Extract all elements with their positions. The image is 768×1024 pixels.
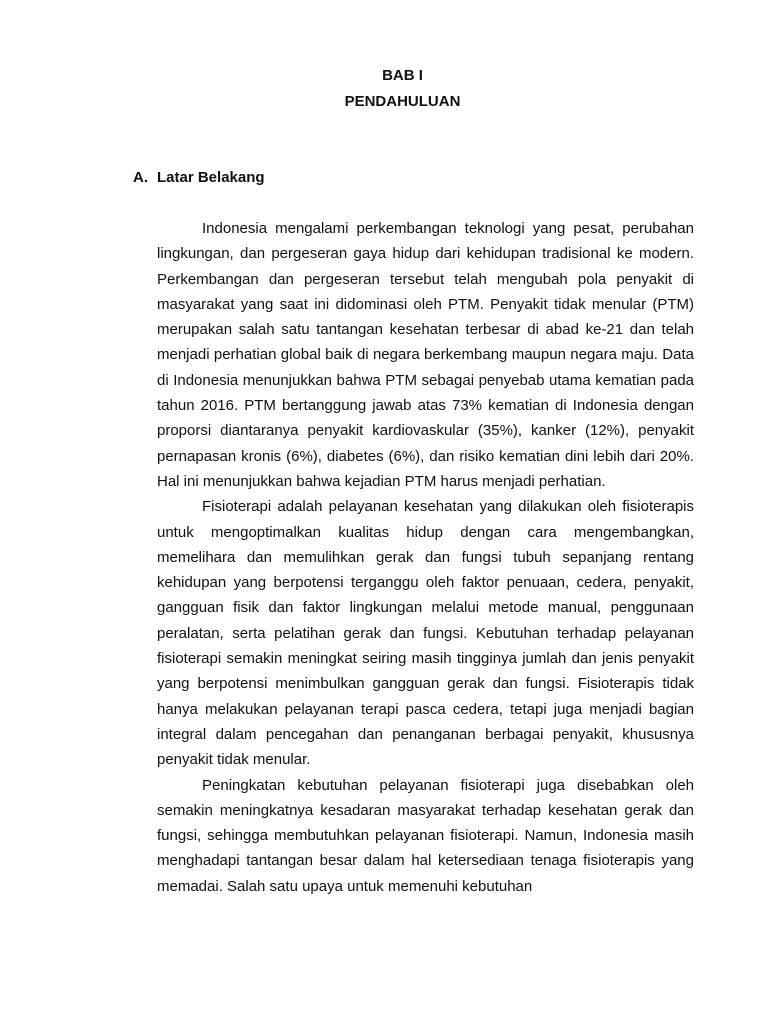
chapter-title: PENDAHULUAN xyxy=(344,93,461,110)
chapter-number: BAB I xyxy=(382,67,423,84)
paragraph: Indonesia mengalami perkembangan teknologi yang pesat, perubahan lingkungan, dan pergeseran gaya hidup dari kehidupan tradisional ke modern. Perkembangan dan pergeseran tersebut telah mengubah pola penyakit di masyarakat yang saat ini didominasi oleh PTM. Penyakit tidak menular (PTM) merupakan salah satu tantangan kesehatan terbesar di abad ke-21 dan telah menjadi perhatian global baik di negara berkembang maupun negara maju. Data di Indonesia menunjukkan bahwa PTM sebagai penyebab utama kematian pada tahun 2016. PTM bertanggung jawab atas 73% kematian di Indonesia dengan proporsi diantaranya penyakit kardiovaskular (35%), kanker (12%), penyakit pernapasan kronis (6%), diabetes (6%), dan risiko kematian dini lebih dari 20%. Hal ini menunjukkan bahwa kejadian PTM harus menjadi perhatian. xyxy=(157,220,694,490)
section-title: Latar Belakang xyxy=(157,169,265,186)
section-letter: A. xyxy=(133,169,148,186)
body-text xyxy=(157,216,694,899)
paragraph: Fisioterapi adalah pelayanan kesehatan yang dilakukan oleh fisioterapis untuk mengoptimalkan kualitas hidup dengan cara mengembangkan, memelihara dan memulihkan gerak dan fungsi tubuh sepanjang rentang kehidupan yang berpotensi terganggu oleh faktor penuaan, cedera, penyakit, gangguan fisik dan faktor lingkungan melalui metode manual, penggunaan peralatan, serta pelatihan gerak dan fungsi. Kebutuhan terhadap pelayanan fisioterapi semakin meningkat seiring masih tingginya jumlah dan jenis penyakit yang berpotensi menimbulkan gangguan gerak dan fungsi. Fisioterapis tidak hanya melakukan pelayanan terapi pasca cedera, tetapi juga menjadi bagian integral dalam pencegahan dan penanganan berbagai penyakit, khususnya penyakit tidak menular. xyxy=(157,498,694,769)
section-heading xyxy=(133,169,265,187)
paragraph: Peningkatan kebutuhan pelayanan fisioterapi juga disebabkan oleh semakin meningkatnya kesadaran masyarakat terhadap kesehatan gerak dan fungsi, sehingga membutuhkan pelayanan fisioterapi. Namun, Indonesia masih menghadapi tantangan besar dalam hal ketersediaan tenaga fisioterapis yang memadai. Salah satu upaya untuk memenuhi kebutuhan xyxy=(157,776,694,895)
